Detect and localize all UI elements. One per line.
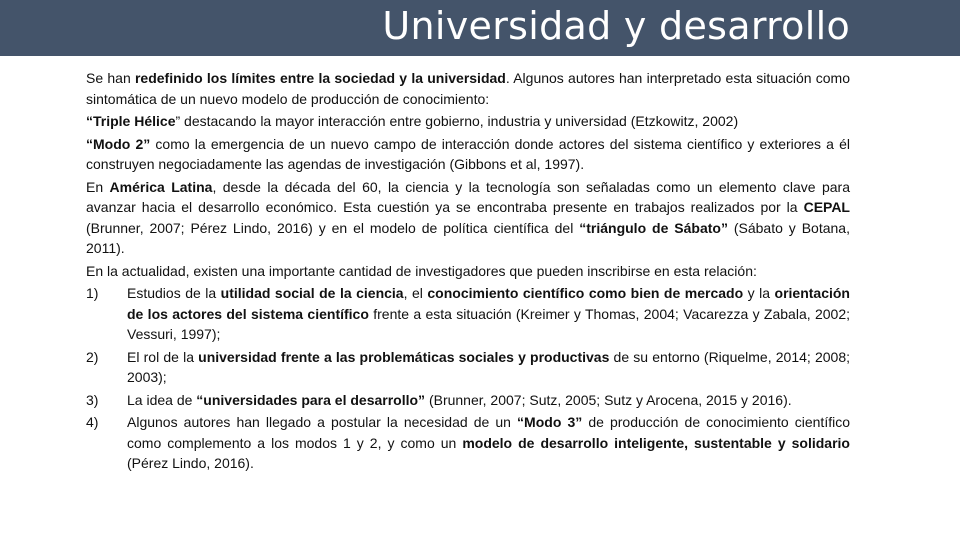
list-item-text bbox=[127, 347, 850, 388]
text-run: frente a esta situación (Kreimer y Thomas, 2004; Vacarezza y Zabala, 2002; Vessuri, 1997); bbox=[127, 305, 850, 342]
text-run: ” destacando la mayor interacción entre gobierno, industria y universidad (Etzkowitz, 2002) bbox=[175, 113, 739, 129]
list-item bbox=[86, 347, 850, 388]
numbered-list bbox=[86, 283, 850, 474]
text-run: . Algunos autores han interpretado esta situación como sintomática de un nuevo modelo de producción de conocimiento: bbox=[86, 70, 850, 107]
bold-run: “Modo 2” bbox=[86, 135, 151, 152]
bold-run: redefinido los límites entre la sociedad y la universidad bbox=[134, 70, 506, 86]
list-item bbox=[86, 390, 850, 411]
list-item bbox=[86, 283, 850, 345]
bold-run: “Modo 3” bbox=[517, 414, 583, 430]
text-run: Algunos autores han llegado a postular la necesidad de un bbox=[127, 414, 518, 430]
bold-run: conocimiento científico como bien de mercado bbox=[427, 285, 744, 301]
list-number: 1) bbox=[86, 285, 99, 301]
bold-run: CEPAL bbox=[803, 199, 850, 215]
bold-run: orientación de los actores del sistema científico bbox=[127, 285, 850, 322]
paragraph-triple-helix bbox=[86, 111, 850, 132]
bold-run: universidad frente a las problemáticas sociales y productivas bbox=[198, 348, 610, 365]
bold-run: “universidades para el desarrollo” bbox=[196, 391, 426, 408]
paragraph-current: En la actualidad, existen una importante cantidad de investigadores que pueden inscribirse en esta relación: bbox=[86, 262, 757, 279]
text-run: (Brunner, 2007; Pérez Lindo, 2016) y en el modelo de política científica del bbox=[86, 219, 580, 236]
list-item-text bbox=[127, 412, 850, 474]
bold-run: utilidad social de la ciencia bbox=[220, 285, 404, 301]
text-run: El rol de la bbox=[127, 348, 199, 365]
text-run: (Brunner, 2007; Sutz, 2005; Sutz y Arocena, 2015 y 2016). bbox=[425, 391, 792, 408]
bold-run: modelo de desarrollo inteligente, sustentable y solidario bbox=[462, 434, 850, 451]
text-run: La idea de bbox=[127, 391, 197, 408]
paragraph-latin-america bbox=[86, 177, 850, 259]
text-run: , el bbox=[403, 285, 428, 301]
bold-run: “triángulo de Sábato” bbox=[579, 219, 728, 236]
list-number: 4) bbox=[86, 414, 99, 430]
text-run: de su entorno (Riquelme, 2014; 2008; 2003); bbox=[127, 348, 850, 385]
text-run: En bbox=[86, 178, 110, 195]
text-run: , desde la década del 60, la ciencia y la tecnología son señaladas como un elemento clave para avanzar hacia el desarrollo económico. Esta cuestión ya se encontraba presente en trabajos realizados por la bbox=[86, 178, 850, 215]
title-bar bbox=[0, 0, 960, 56]
paragraph-mode-2 bbox=[86, 134, 850, 175]
text-run: Estudios de la bbox=[127, 285, 221, 301]
text-run: (Pérez Lindo, 2016). bbox=[127, 455, 254, 471]
bold-run: “Triple Hélice bbox=[86, 113, 176, 129]
text-run: y la bbox=[743, 285, 775, 301]
text-run: de producción de conocimiento científico como complemento a los modos 1 y 2, y como un bbox=[127, 414, 850, 451]
text-run: Se han bbox=[86, 70, 135, 86]
paragraph-intro bbox=[86, 68, 850, 109]
text-run: (Sábato y Botana, 2011). bbox=[86, 219, 850, 256]
slide-title: Universidad y desarrollo bbox=[382, 4, 850, 48]
list-item-text bbox=[127, 390, 850, 411]
list-number: 2) bbox=[86, 348, 99, 365]
slide-body bbox=[86, 68, 850, 476]
list-item bbox=[86, 412, 850, 474]
bold-run: América Latina bbox=[109, 178, 213, 195]
text-run: como la emergencia de un nuevo campo de interacción donde actores del sistema científico y exteriores a él construyen negociadamente las agendas de investigación (Gibbons et al, 1997). bbox=[86, 135, 850, 172]
list-number: 3) bbox=[86, 391, 99, 408]
list-item-text bbox=[127, 283, 850, 345]
